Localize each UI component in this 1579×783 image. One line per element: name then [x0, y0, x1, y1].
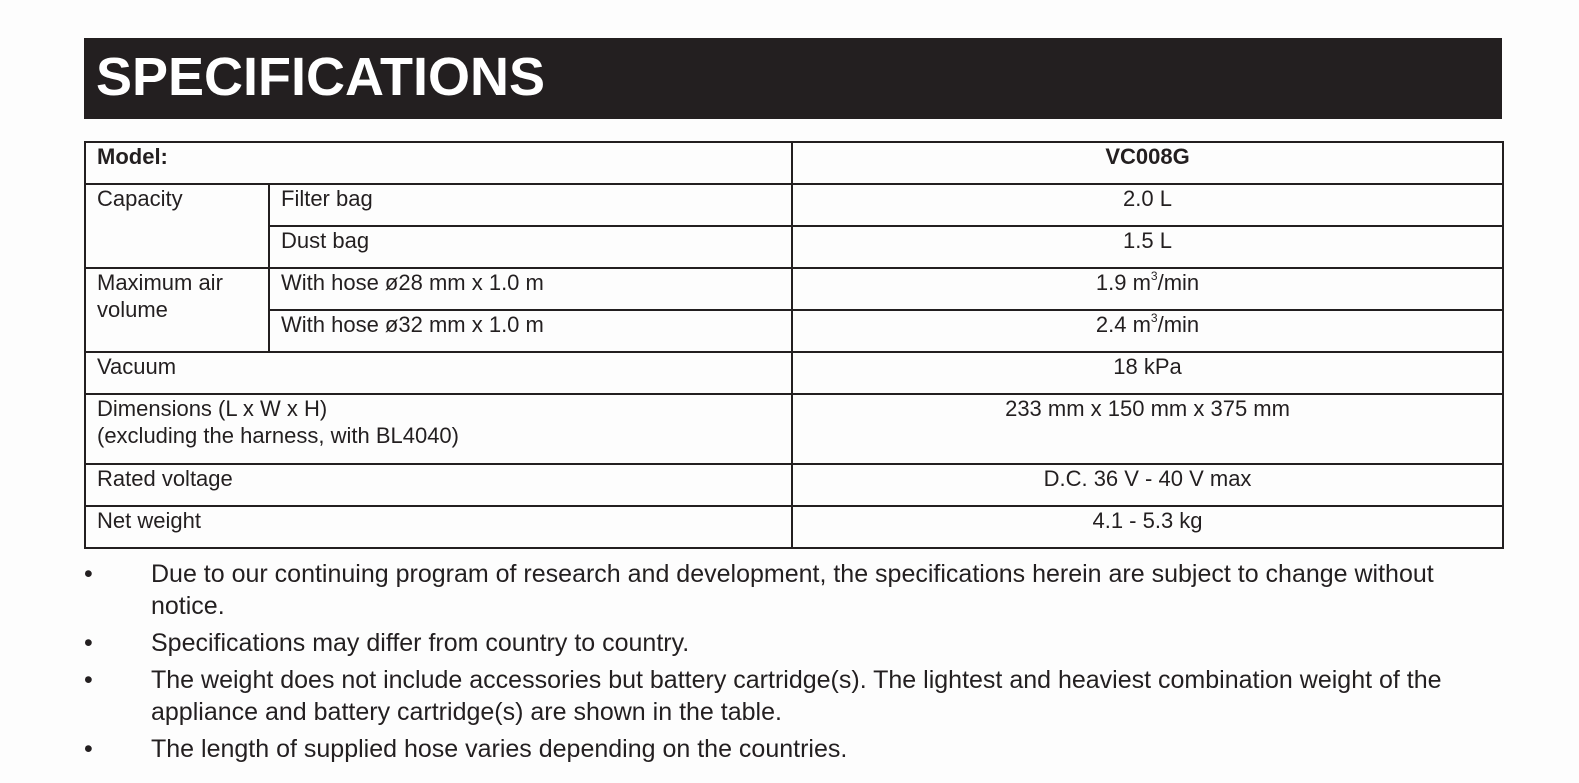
note-text: The weight does not include accessories but battery cartridge(s). The lightest and heaviest combination weight of the appliance and battery cartridge(s) are shown in the table. — [151, 666, 1442, 726]
table-row-model — [85, 142, 1503, 184]
specifications-table — [84, 141, 1504, 549]
capacity-dust-value: 1.5 L — [792, 226, 1503, 268]
dimensions-label-line2: (excluding the harness, with BL4040) — [97, 423, 459, 448]
rated-voltage-value: D.C. 36 V - 40 V max — [792, 464, 1503, 506]
air-volume-28-exponent: 3 — [1150, 269, 1158, 283]
list-item — [84, 664, 1502, 728]
air-volume-32-label: With hose ø32 mm x 1.0 m — [269, 310, 792, 352]
table-row-net-weight — [85, 506, 1503, 548]
bullet-icon: • — [84, 735, 93, 763]
air-volume-32-unit: /min — [1157, 312, 1200, 337]
rated-voltage-label: Rated voltage — [85, 464, 792, 506]
table-row-capacity-filter — [85, 184, 1503, 226]
table-row-dimensions — [85, 394, 1503, 464]
air-volume-28-unit: /min — [1157, 270, 1200, 295]
table-row-vacuum — [85, 352, 1503, 394]
bullet-icon: • — [84, 666, 93, 694]
vacuum-value: 18 kPa — [792, 352, 1503, 394]
capacity-dust-label: Dust bag — [269, 226, 792, 268]
air-volume-label: Maximum air volume — [85, 268, 269, 352]
section-title: SPECIFICATIONS — [96, 47, 546, 107]
model-label: Model: — [85, 142, 792, 184]
table-row-capacity-dust — [85, 226, 1503, 268]
air-volume-32-exponent: 3 — [1150, 311, 1158, 325]
note-text: The length of supplied hose varies depending on the countries. — [151, 735, 848, 763]
table-row-air-volume-28 — [85, 268, 1503, 310]
bullet-icon: • — [84, 560, 93, 588]
air-volume-28-value — [792, 268, 1503, 310]
capacity-filter-label: Filter bag — [269, 184, 792, 226]
air-volume-28-number: 1.9 m — [1095, 270, 1151, 295]
net-weight-value: 4.1 - 5.3 kg — [792, 506, 1503, 548]
air-volume-32-value — [792, 310, 1503, 352]
air-volume-28-label: With hose ø28 mm x 1.0 m — [269, 268, 792, 310]
bullet-icon: • — [84, 629, 93, 657]
table-row-air-volume-32 — [85, 310, 1503, 352]
table-row-rated-voltage — [85, 464, 1503, 506]
section-title-bar — [84, 38, 1502, 119]
dimensions-label — [85, 394, 792, 464]
air-volume-32-number: 2.4 m — [1095, 312, 1151, 337]
capacity-filter-value: 2.0 L — [792, 184, 1503, 226]
note-text: Specifications may differ from country to country. — [151, 629, 690, 657]
list-item — [84, 733, 1502, 765]
model-value: VC008G — [792, 142, 1503, 184]
vacuum-label: Vacuum — [85, 352, 792, 394]
capacity-label: Capacity — [85, 184, 269, 268]
dimensions-label-line1: Dimensions (L x W x H) — [97, 396, 328, 421]
note-text: Due to our continuing program of research and development, the specifications herein are subject to change without notice. — [151, 560, 1434, 620]
notes-list — [84, 558, 1502, 770]
dimensions-value: 233 mm x 150 mm x 375 mm — [792, 394, 1503, 464]
net-weight-label: Net weight — [85, 506, 792, 548]
list-item — [84, 627, 1502, 659]
list-item — [84, 558, 1502, 622]
